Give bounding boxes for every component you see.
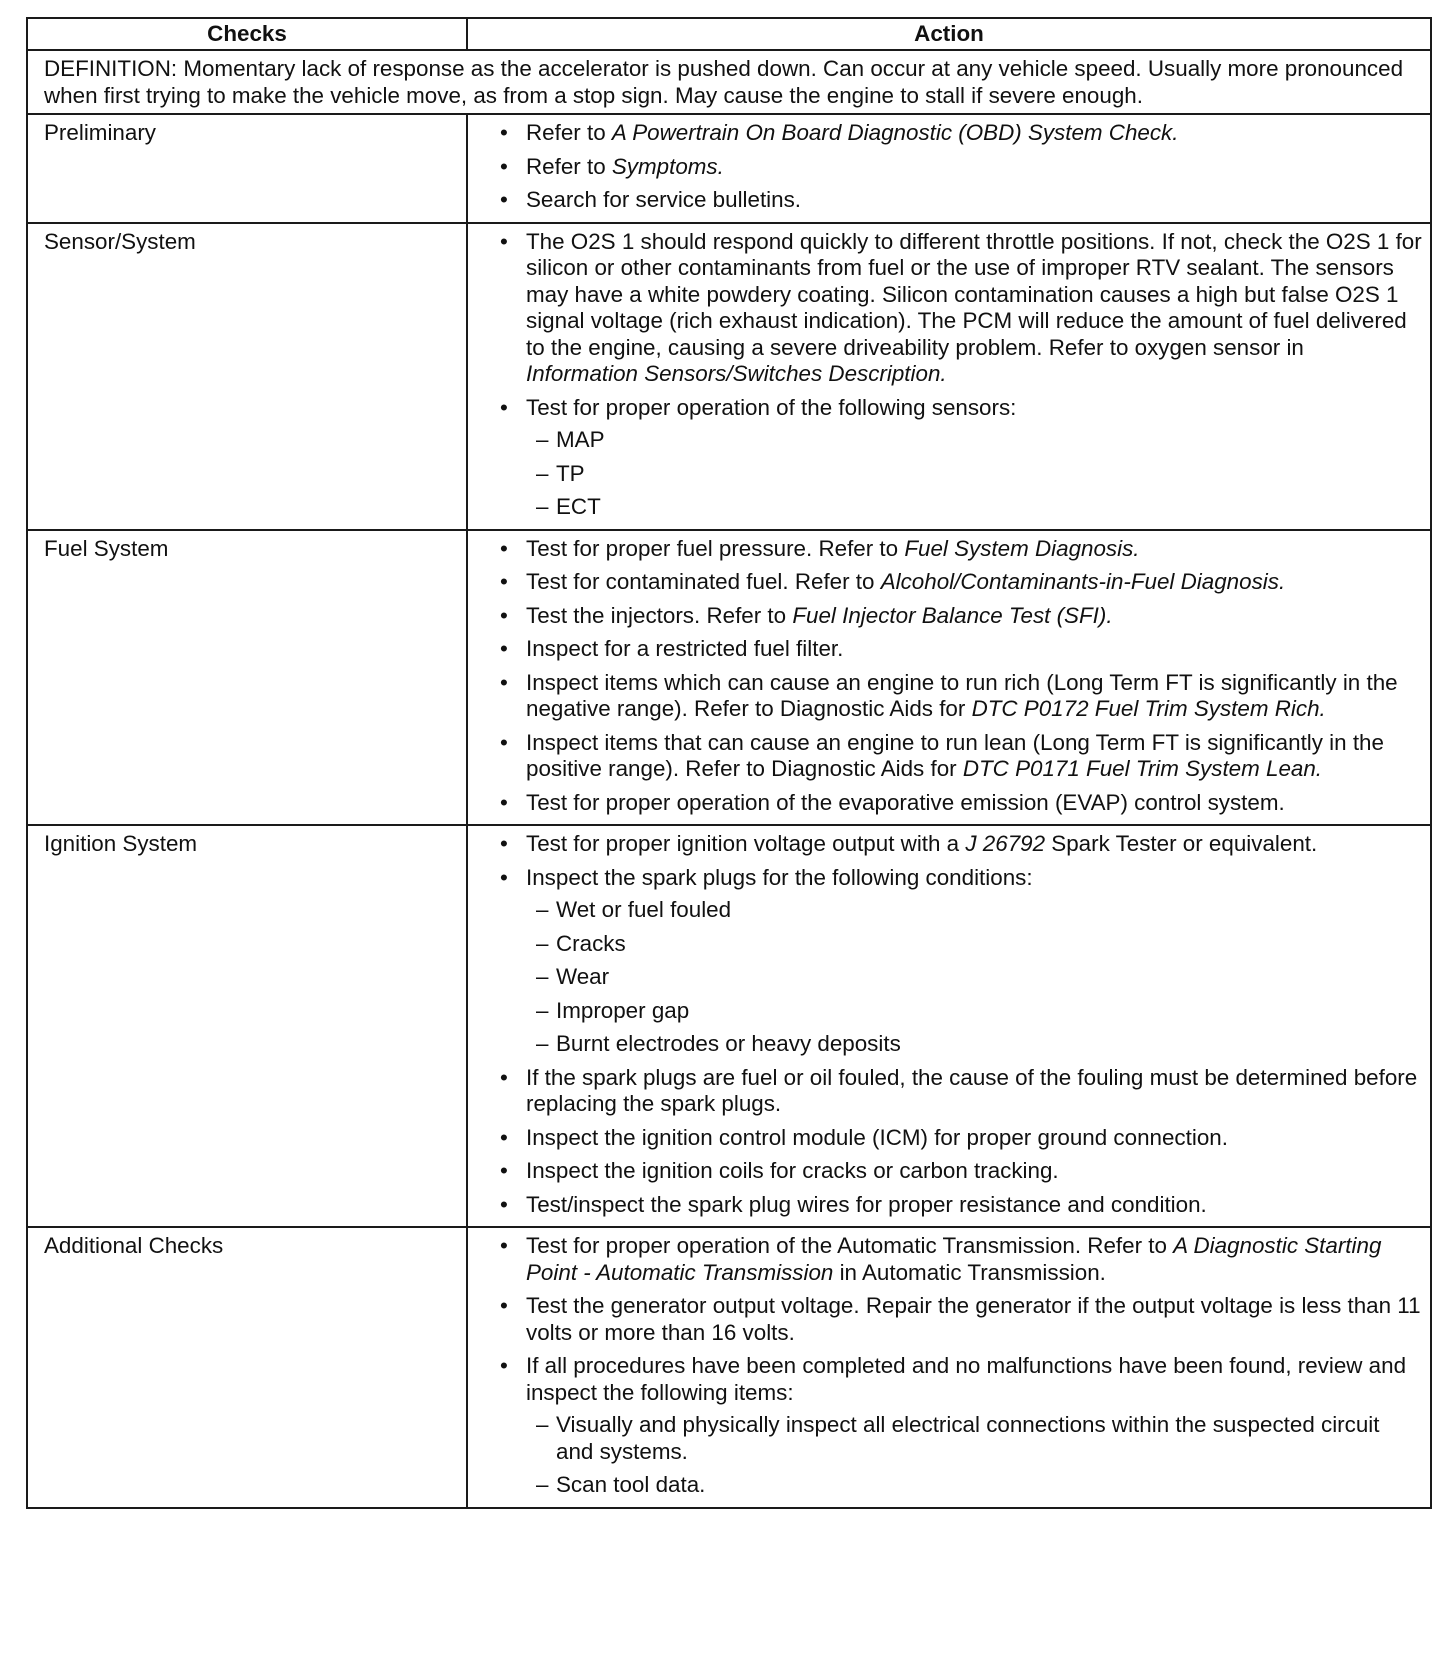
action-cell — [467, 825, 1431, 1227]
check-label: Sensor/System — [27, 223, 467, 530]
action-text: If the spark plugs are fuel or oil fouled, the cause of the fouling must be determined before replacing the spark plugs. — [526, 1064, 1418, 1116]
action-item — [498, 120, 1422, 147]
reference-text: Fuel Injector Balance Test (SFI). — [792, 602, 1113, 628]
sub-item: – Improper gap — [526, 998, 1422, 1025]
action-text: Search for service bulletins. — [526, 187, 802, 212]
action-text: Test for proper ignition voltage output with a — [526, 831, 966, 856]
action-item — [498, 1192, 1422, 1219]
check-label: Fuel System — [27, 530, 467, 826]
action-cell — [467, 223, 1431, 530]
reference-text: J 26792 — [965, 831, 1046, 856]
action-text: Test for proper operation of the evaporative emission (EVAP) control system. — [526, 789, 1285, 815]
sub-item: – Wear — [526, 964, 1422, 991]
checks-column-header: Checks — [27, 18, 467, 50]
table-row — [27, 530, 1431, 826]
action-text: Inspect for a restricted fuel filter. — [526, 636, 844, 661]
action-item — [498, 1353, 1422, 1499]
action-text: The O2S 1 should respond quickly to different throttle positions. If not, check the O2S 1 for silicon or other contaminants from fuel or the use of improper RTV sealant. The sensors may have a white powdery coating. Silicon contamination causes a high but false O2S 1 signal voltage (rich exhaust indication). The PCM will reduce the amount of fuel delivered to the engine, causing a severe driveability problem. Refer to oxygen sensor in — [526, 228, 1422, 360]
action-text: Refer to — [526, 153, 612, 179]
sub-item: – Visually and physically inspect all electrical connections within the suspected circuit and systems. — [526, 1412, 1422, 1465]
action-text: in Automatic Transmission. — [833, 1259, 1106, 1285]
action-item — [498, 603, 1422, 630]
action-text: Inspect items which can cause an engine to run rich (Long Term FT is significantly in the negative range). Refer to Diagnostic Aids for — [526, 669, 1398, 721]
sub-list — [526, 897, 1422, 1058]
action-text: Test the injectors. Refer to — [526, 602, 793, 628]
action-text: Test/inspect the spark plug wires for proper resistance and condition. — [526, 1191, 1207, 1217]
sub-item: – Wet or fuel fouled — [526, 897, 1422, 924]
action-item — [498, 536, 1422, 563]
table-row — [27, 825, 1431, 1227]
action-item — [498, 1233, 1422, 1286]
reference-text: DTC P0172 Fuel Trim System Rich. — [971, 696, 1326, 721]
table-row — [27, 1227, 1431, 1508]
action-item — [498, 636, 1422, 663]
action-item — [498, 1293, 1422, 1346]
document-page — [26, 17, 1430, 1509]
reference-text: Alcohol/Contaminants-in-Fuel Diagnosis. — [880, 569, 1286, 594]
reference-text: Symptoms. — [611, 153, 724, 179]
reference-text: Information Sensors/Switches Description. — [526, 361, 947, 386]
sub-item: – Burnt electrodes or heavy deposits — [526, 1031, 1422, 1058]
sub-item: – MAP — [526, 427, 1422, 454]
table-row — [27, 114, 1431, 223]
action-text: Refer to — [526, 120, 612, 145]
action-column-header: Action — [467, 18, 1431, 50]
action-item — [498, 569, 1422, 596]
reference-text: A Diagnostic Starting Point - Automatic Transmission — [526, 1233, 1382, 1285]
action-list — [498, 229, 1422, 521]
action-item — [498, 1158, 1422, 1185]
action-list — [498, 1233, 1422, 1499]
action-cell — [467, 114, 1431, 223]
action-item — [498, 395, 1422, 521]
sub-list — [526, 427, 1422, 521]
action-item — [498, 730, 1422, 783]
sub-item: – Scan tool data. — [526, 1472, 1422, 1499]
action-cell — [467, 1227, 1431, 1508]
action-item — [498, 187, 1422, 214]
action-item — [498, 1125, 1422, 1152]
action-text: Test for proper operation of the following sensors: — [526, 394, 1017, 420]
sub-item: – TP — [526, 461, 1422, 488]
definition-row — [27, 50, 1431, 114]
sub-item: – ECT — [526, 494, 1422, 521]
action-item — [498, 1065, 1422, 1118]
action-text: Test for proper operation of the Automatic Transmission. Refer to — [526, 1233, 1174, 1258]
action-list — [498, 120, 1422, 214]
action-item — [498, 154, 1422, 181]
action-text: Test for contaminated fuel. Refer to — [526, 569, 881, 594]
action-item — [498, 865, 1422, 1058]
reference-text: Fuel System Diagnosis. — [904, 535, 1140, 561]
action-text: Inspect the ignition coils for cracks or carbon tracking. — [526, 1158, 1059, 1183]
check-label: Ignition System — [27, 825, 467, 1227]
action-text: Inspect the ignition control module (ICM) for proper ground connection. — [526, 1124, 1228, 1150]
reference-text: DTC P0171 Fuel Trim System Lean. — [962, 756, 1323, 781]
reference-text: A Powertrain On Board Diagnostic (OBD) System Check. — [611, 120, 1179, 145]
check-label: Preliminary — [27, 114, 467, 223]
action-text: Spark Tester or equivalent. — [1045, 831, 1318, 856]
definition-text: DEFINITION: Momentary lack of response as the accelerator is pushed down. Can occur at any vehicle speed. Usually more pronounced when first trying to make the vehicle move, as from a stop sign. May cause the engine to stall if severe enough. — [27, 50, 1431, 114]
action-text: Test for proper fuel pressure. Refer to — [526, 535, 905, 561]
action-item — [498, 790, 1422, 817]
action-item — [498, 831, 1422, 858]
action-text: If all procedures have been completed and no malfunctions have been found, review and inspect the following items: — [526, 1353, 1407, 1405]
sub-item: – Cracks — [526, 931, 1422, 958]
action-text: Inspect items that can cause an engine to run lean (Long Term FT is significantly in the positive range). Refer to Diagnostic Aids for — [526, 729, 1384, 781]
action-item — [498, 670, 1422, 723]
action-cell — [467, 530, 1431, 826]
action-item — [498, 229, 1422, 388]
action-text: Inspect the spark plugs for the following conditions: — [526, 864, 1033, 890]
sub-list — [526, 1412, 1422, 1499]
table-row — [27, 223, 1431, 530]
check-label: Additional Checks — [27, 1227, 467, 1508]
action-text: Test the generator output voltage. Repair the generator if the output voltage is less than 11 volts or more than 16 volts. — [526, 1293, 1421, 1345]
action-list — [498, 831, 1422, 1218]
header-row — [27, 18, 1431, 50]
diagnostic-table — [26, 17, 1432, 1509]
action-list — [498, 536, 1422, 817]
